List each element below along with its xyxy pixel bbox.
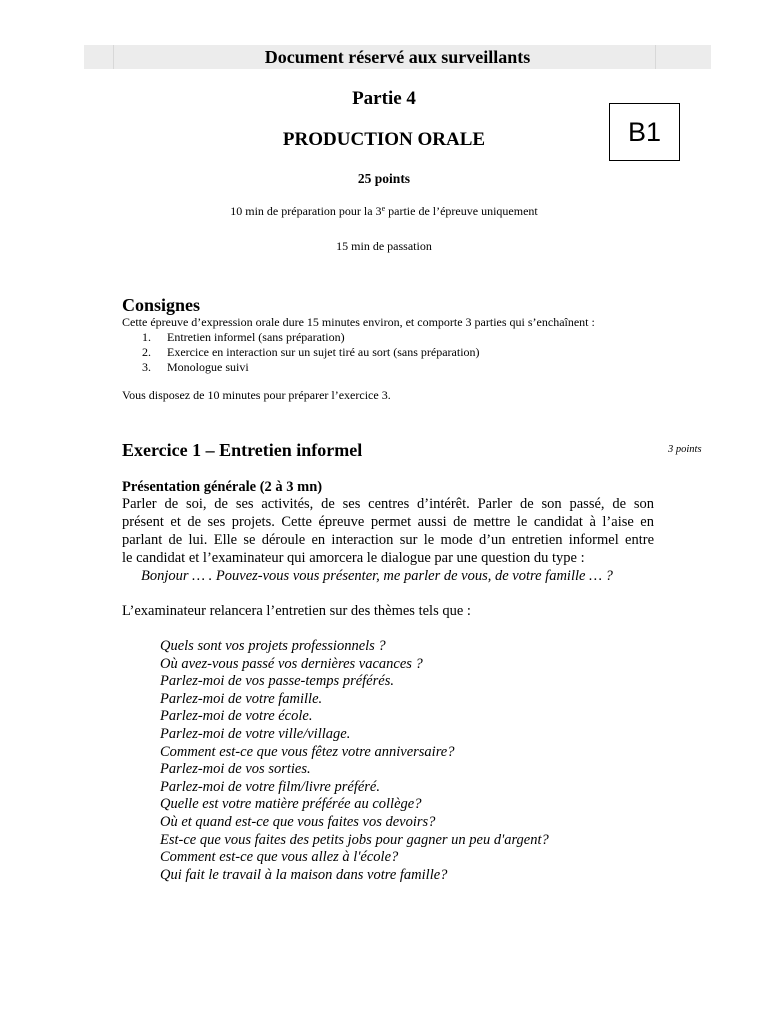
theme-question: Est-ce que vous faites des petits jobs pour gagner un peu d'argent? (160, 831, 549, 848)
theme-question: Qui fait le travail à la maison dans votre famille? (160, 866, 448, 883)
consignes-intro: Cette épreuve d’expression orale dure 15 minutes environ, et comporte 3 parties qui s’enchaînent : (122, 315, 595, 329)
list-item (142, 345, 480, 360)
list-text: Exercice en interaction sur un sujet tiré au sort (sans préparation) (167, 345, 480, 359)
list-text: Entretien informel (sans préparation) (167, 330, 345, 344)
banner-text: Document réservé aux surveillants (264, 47, 531, 67)
list-number: 3. (142, 360, 151, 374)
theme-question: Quelle est votre matière préférée au collège? (160, 796, 422, 813)
passation-time: 15 min de passation (336, 239, 432, 253)
level-badge: B1 (609, 103, 680, 161)
presentation-heading: Présentation générale (2 à 3 mn) (122, 479, 323, 495)
paragraph-line: le candidat et l’examinateur qui amorcera le dialogue par une question du type : (122, 550, 585, 566)
paragraph-line: parlant de lui. Elle se déroule en interaction sur le mode d’un entretien informel entre (122, 532, 654, 548)
preparation-time-text-end: partie de l’épreuve uniquement (385, 204, 538, 218)
reserved-banner (84, 45, 711, 69)
theme-question: Parlez-moi de votre famille. (160, 690, 323, 707)
theme-question: Parlez-moi de vos passe-temps préférés. (160, 673, 394, 690)
relance-intro: L’examinateur relancera l’entretien sur des thèmes tels que : (122, 603, 471, 619)
theme-question: Comment est-ce que vous allez à l'école? (160, 849, 399, 866)
total-points: 25 points (357, 171, 411, 186)
consignes-list (142, 330, 480, 375)
exercise-points: 3 points (668, 444, 702, 455)
banner-cell-divider (113, 45, 114, 69)
exercise-title: Exercice 1 – Entretien informel (122, 440, 363, 460)
example-question: Bonjour … . Pouvez-vous vous présenter, me parler de vous, de votre famille … ? (141, 568, 613, 584)
preparation-time-text: 10 min de préparation pour la 3 (230, 204, 382, 218)
theme-question: Parlez-moi de vos sorties. (160, 761, 311, 778)
section-title: PRODUCTION ORALE (282, 129, 486, 150)
preparation-time (0, 203, 768, 219)
theme-question: Comment est-ce que vous fêtez votre anniversaire? (160, 743, 455, 760)
presentation-paragraph (122, 495, 654, 567)
theme-question: Parlez-moi de votre film/livre préféré. (160, 778, 380, 795)
consignes-heading: Consignes (122, 295, 201, 315)
list-text: Monologue suivi (167, 360, 249, 374)
theme-question: Où avez-vous passé vos dernières vacances ? (160, 655, 423, 672)
theme-question: Quels sont vos projets professionnels ? (160, 638, 386, 654)
list-number: 2. (142, 345, 151, 359)
theme-question: Parlez-moi de votre école. (160, 708, 313, 725)
theme-questions-list (160, 638, 549, 884)
ordinal-superscript: e (381, 204, 386, 213)
paragraph-line: présent et de ses projets. Cette épreuve permet aussi de mettre le candidat à l’aise en (122, 514, 654, 530)
paragraph-line: Parler de soi, de ses activités, de ses centres d’intérêt. Parler de son passé, de son (122, 496, 654, 512)
list-number: 1. (142, 330, 151, 344)
part-title: Partie 4 (352, 88, 416, 109)
list-item (142, 360, 480, 375)
list-item (142, 330, 480, 345)
theme-question: Parlez-moi de votre ville/village. (160, 725, 351, 742)
banner-cell-divider (655, 45, 656, 69)
theme-question: Où et quand est-ce que vous faites vos devoirs? (160, 813, 436, 830)
consignes-note: Vous disposez de 10 minutes pour préparer l’exercice 3. (122, 388, 391, 402)
